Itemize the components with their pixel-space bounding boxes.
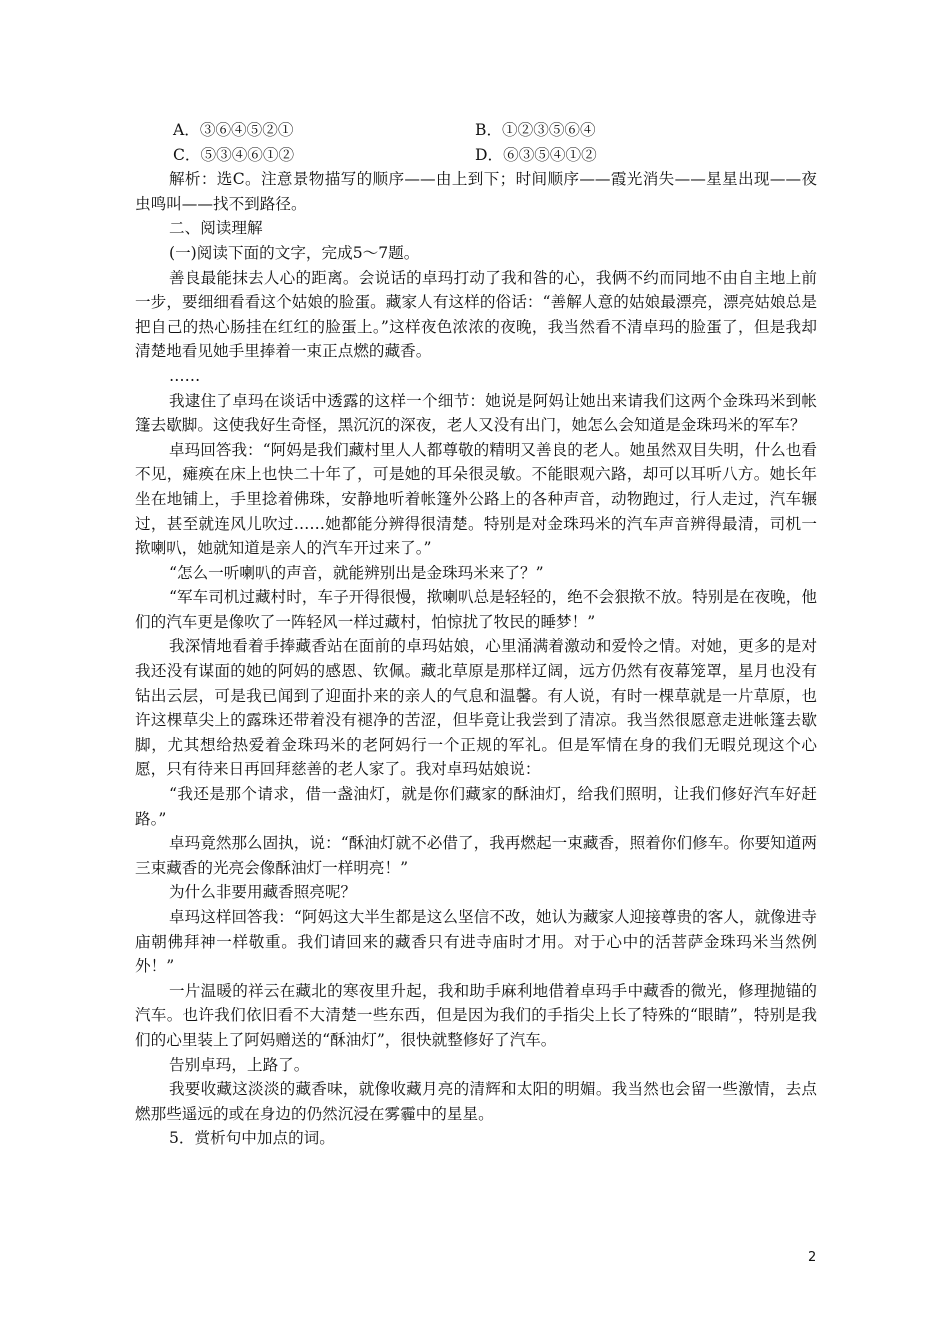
analysis-paragraph: 解析：选C。注意景物描写的顺序——由上到下；时间顺序——霞光消失——星星出现——夜虫鸣叫——找不到路径。	[135, 170, 817, 213]
answer-options	[135, 118, 817, 167]
page-number: 2	[808, 1250, 817, 1265]
page-content	[135, 118, 817, 1151]
passage-paragraph: 我逮住了卓玛在谈话中透露的这样一个细节：她说是阿妈让她出来请我们这两个金珠玛米到帐篷去歇脚。这使我好生奇怪，黑沉沉的深夜，老人又没有出门，她怎么会知道是金珠玛米的军车？	[135, 391, 817, 435]
option-c: C．⑤③④⑥①②	[173, 145, 295, 164]
passage-paragraph: 我深情地看着手捧藏香站在面前的卓玛姑娘，心里涌满着激动和爱怜之情。对她，更多的是对我还没有谋面的她的阿妈的感恩、钦佩。藏北草原是那样辽阔，远方仍然有夜幕笼罩，星月也没有钻出云层，可是我已闻到了迎面扑来的亲人的气息和温馨。有人说，有时一棵草就是一片草原，也许这棵草尖上的露珠还带着没有褪净的苦涩，但毕竟让我尝到了清凉。我当然很愿意走进帐篷去歇脚，尤其想给热爱着金珠玛米的老阿妈行一个正规的军礼。但是军情在身的我们无暇兑现这个心愿，只有待来日再回拜慈善的老人家了。我对卓玛姑娘说：	[135, 637, 817, 779]
passage-paragraph: 卓玛回答我：“阿妈是我们藏村里人人都尊敬的精明又善良的老人。她虽然双目失明，什么也看不见，瘫痪在床上也快二十年了，可是她的耳朵很灵敏。不能眼观六路，却可以耳听八方。她长年坐在地铺上，手里捻着佛珠，安静地听着帐篷外公路上的各种声音，动物跑过，行人走过，汽车辗过，甚至就连风儿吹过……她都能分辨得很清楚。特别是对金珠玛米的汽车声音辨得最清，司机一揿喇叭，她就知道是亲人的汽车开过来了。”	[135, 440, 817, 558]
passage-paragraph: “军车司机过藏村时，车子开得很慢，揿喇叭总是轻轻的，绝不会狠揿不放。特别是在夜晚，他们的汽车更是像吹了一阵轻风一样过藏村，怕惊扰了牧民的睡梦！”	[135, 588, 817, 631]
passage-paragraph: 为什么非要用藏香照亮呢？	[169, 883, 357, 902]
section-heading: 二、阅读理解	[169, 219, 263, 238]
passage-paragraph: 我要收藏这淡淡的藏香味，就像收藏月亮的清辉和太阳的明媚。我当然也会留一些激情，去点燃那些遥远的或在身边的仍然沉浸在雾霾中的星星。	[135, 1080, 817, 1123]
passage-paragraph: 卓玛这样回答我：“阿妈这大半生都是这么坚信不改，她认为藏家人迎接尊贵的客人，就像进寺庙朝佛拜神一样敬重。我们请回来的藏香只有进寺庙时才用。对于心中的活菩萨金珠玛米当然例外！”	[135, 908, 817, 976]
passage-paragraph: 善良最能抹去人心的距离。会说话的卓玛打动了我和昝的心，我俩不约而同地不由自主地上前一步，要细细看看这个姑娘的脸蛋。藏家人有这样的俗话：“善解人意的姑娘最漂亮，漂亮姑娘总是把自己的热心肠挂在红红的脸蛋上。”这样夜色浓浓的夜晚，我当然看不清卓玛的脸蛋了，但是我却清楚地看见她手里捧着一束正点燃的藏香。	[135, 268, 817, 361]
passage-paragraph: “怎么一听喇叭的声音，就能辨别出是金珠玛米来了？”	[169, 563, 544, 582]
option-a: A．③⑥④⑤②①	[173, 121, 294, 139]
passage-paragraph: 告别卓玛，上路了。	[169, 1055, 310, 1074]
passage-paragraph: 卓玛竟然那么固执，说：“酥油灯就不必借了，我再燃起一束藏香，照着你们修车。你要知道两三束藏香的光亮会像酥油灯一样明亮！”	[135, 834, 817, 877]
passage-paragraph: 一片温暖的祥云在藏北的寒夜里升起，我和助手麻利地借着卓玛手中藏香的微光，修理抛锚的汽车。也许我们依旧看不大清楚一些东西，但是因为我们的手指尖上长了特殊的“眼睛”，特别是我们的心里装上了阿妈赠送的“酥油灯”，很快就整修好了汽车。	[135, 981, 817, 1049]
subsection-heading: (一)阅读下面的文字，完成5～7题。	[169, 243, 420, 262]
option-d: D．⑥③⑤④①②	[475, 145, 597, 164]
option-b: B．①②③⑤⑥④	[475, 121, 596, 139]
passage-paragraph: “我还是那个请求，借一盏油灯，就是你们藏家的酥油灯，给我们照明，让我们修好汽车好赶路。”	[135, 785, 817, 828]
ellipsis-line: ……	[169, 366, 201, 385]
question-5: 5．赏析句中加点的词。	[169, 1129, 335, 1148]
